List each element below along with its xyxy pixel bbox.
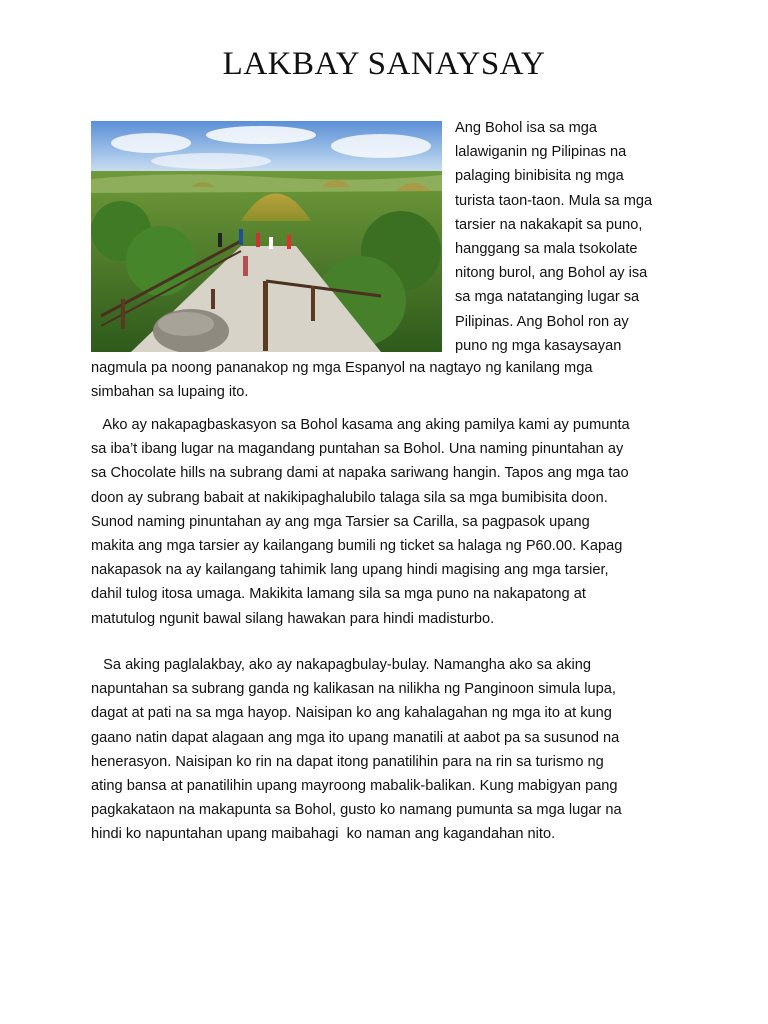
- text-line: napuntahan sa subrang ganda ng kalikasan na nilikha ng Panginoon simula lupa,: [91, 681, 616, 698]
- text-line: puno ng mga kasaysayan: [455, 337, 622, 354]
- text-line: gaano natin dapat alagaan ang mga ito upang manatili at aabot pa sa susunod na: [91, 729, 620, 746]
- text-line: nitong burol, ang Bohol ay isa: [455, 265, 648, 282]
- intro-paragraph-wrapped: [455, 116, 695, 358]
- text-line: simbahan sa lupaing ito.: [91, 384, 249, 401]
- text-line: nakapasok na ay kailangang tahimik lang upang hindi magising ang mga tarsier,: [91, 562, 609, 579]
- text-line: sa mga natatanging lugar sa: [455, 289, 640, 306]
- text-line: lalawiganin ng Pilipinas na: [455, 144, 627, 161]
- document-title: LAKBAY SANAYSAY: [222, 46, 546, 82]
- text-line: tarsier na nakakapit sa puno,: [455, 216, 643, 233]
- text-line: makita ang mga tarsier ay kailangang bumili ng ticket sa halaga ng P60.00. Kapag: [91, 538, 623, 555]
- text-line: Ako ay nakapagbaskasyon sa Bohol kasama ang aking pamilya kami ay pumunta: [91, 417, 630, 433]
- text-line: matutulog ngunit bawal silang hawakan para hindi madisturbo.: [91, 610, 495, 627]
- text-line: doon ay subrang babait at nakikipaghalubilo talaga sila sa mga bumibisita doon.: [91, 489, 608, 506]
- text-line: dagat at pati na sa mga hayop. Naisipan ko ang kahalagahan ng mga ito at kung: [91, 705, 612, 722]
- text-line: Pilipinas. Ang Bohol ron ay: [455, 313, 629, 330]
- text-line: pagkakataon na makapunta sa Bohol, gusto ko namang pumunta sa mga lugar na: [91, 802, 622, 819]
- text-line: sa iba’t ibang lugar na magandang puntahan sa Bohol. Una naming pinuntahan ay: [91, 441, 624, 458]
- text-line: Ang Bohol isa sa mga: [455, 120, 597, 136]
- reflection-paragraph: [91, 653, 691, 847]
- text-line: ating bansa at panatilihin upang mayroong mabalik-balikan. Kung mabigyan pang: [91, 778, 618, 795]
- intro-paragraph-continuation: [91, 356, 691, 404]
- chocolate-hills-photo: [91, 121, 442, 352]
- text-line: hindi ko napuntahan upang maibahagi ko naman ang kagandahan nito.: [91, 826, 556, 843]
- text-line: Sa aking paglalakbay, ako ay nakapagbulay-bulay. Namangha ako sa aking: [91, 657, 592, 673]
- experience-paragraph: [91, 413, 691, 631]
- text-line: dahil tulog itosa umaga. Makikita lamang sila sa mga puno na nakapatong at: [91, 586, 586, 603]
- text-line: Sunod naming pinuntahan ay ang mga Tarsier sa Carilla, sa pagpasok upang: [91, 513, 590, 530]
- text-line: henerasyon. Naisipan ko rin na dapat itong panatilihin para na rin sa turismo ng: [91, 753, 604, 770]
- text-line: nagmula pa noong pananakop ng mga Espanyol na nagtayo ng kanilang mga: [91, 360, 593, 376]
- text-line: turista taon-taon. Mula sa mga: [455, 192, 653, 209]
- text-line: sa Chocolate hills na subrang dami at napaka sariwang hangin. Tapos ang mga tao: [91, 465, 629, 482]
- text-line: palaging binibisita ng mga: [455, 168, 624, 185]
- text-line: hanggang sa mala tsokolate: [455, 241, 638, 258]
